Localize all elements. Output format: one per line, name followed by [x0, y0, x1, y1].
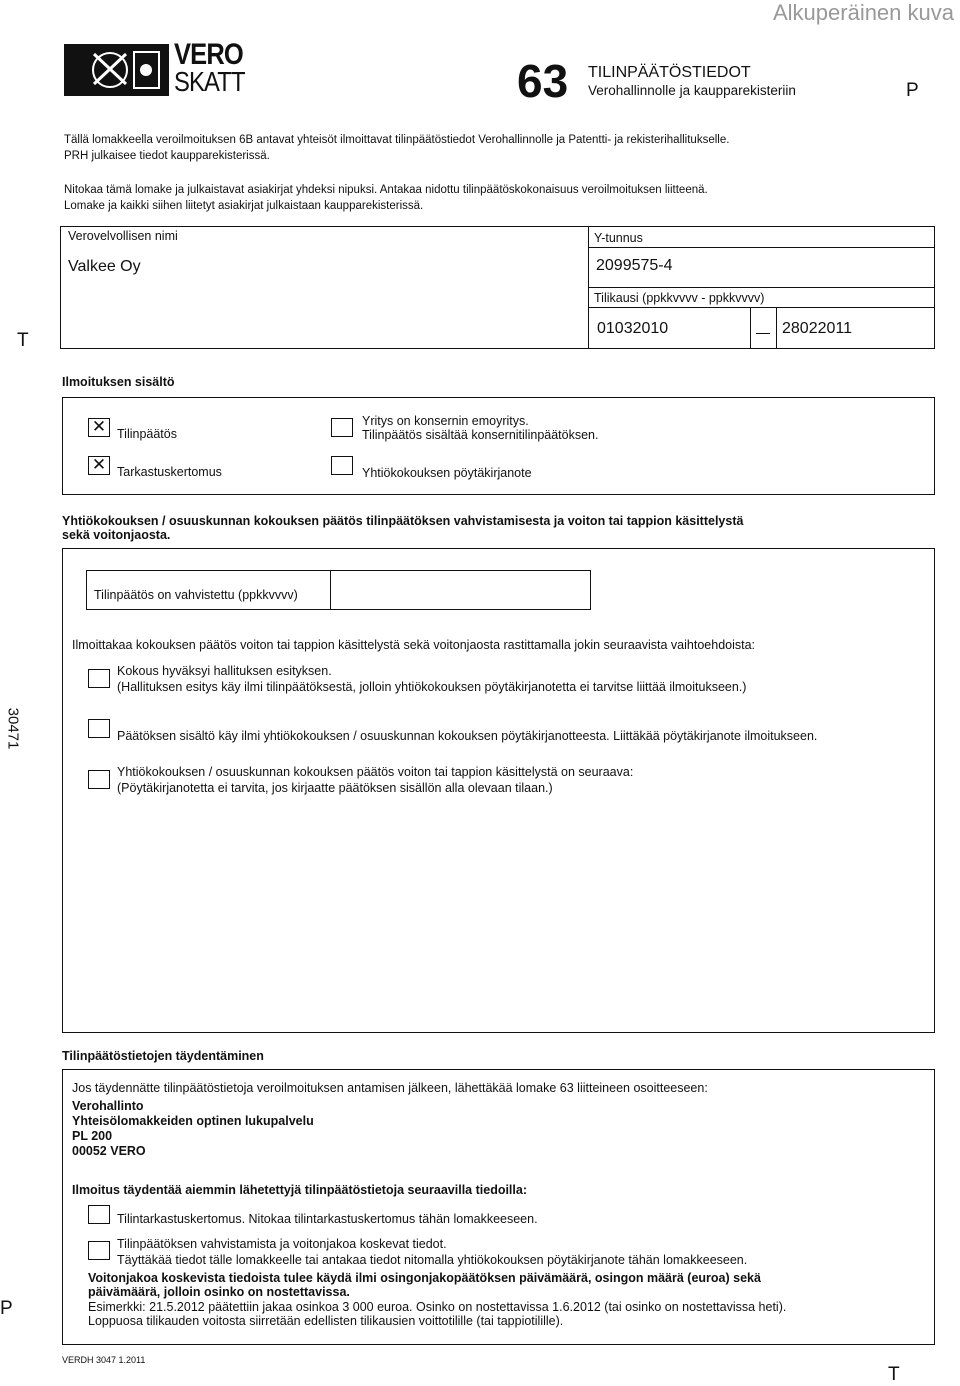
poytakirjanote-label: Yhtiökokouksen pöytäkirjanote — [362, 466, 532, 480]
period-end-field[interactable]: 28022011 — [782, 320, 852, 337]
contents-frame — [62, 397, 935, 495]
decision-freeform-area[interactable] — [70, 805, 925, 1025]
decision-heading-2: sekä voitonjaosta. — [62, 528, 171, 542]
intro-line-2: PRH julkaisee tiedot kaupparekisterissä. — [64, 150, 270, 162]
tilinpaatos-label: Tilinpäätös — [117, 427, 177, 441]
supplement-opt1-checkbox[interactable] — [88, 1205, 110, 1224]
decision-instruction: Ilmoittakaa kokouksen päätös voiton tai tappion käsittelystä sekä voitonjaosta rastittamalla jokin seuraavista vaihtoehdoista: — [72, 638, 756, 652]
supplement-opt2-checkbox[interactable] — [88, 1241, 110, 1260]
period-label: Tilikausi (ppkkvvvv - ppkkvvvv) — [594, 291, 765, 305]
logo-skatt-text: SKATT — [174, 66, 245, 97]
poytakirjanote-checkbox[interactable] — [331, 456, 353, 475]
form-number: 63 — [517, 55, 569, 107]
form-subtitle: Verohallinnolle ja kaupparekisteriin — [588, 83, 796, 98]
taxpayer-name-field[interactable]: Valkee Oy — [68, 258, 141, 275]
side-letter-p: P — [0, 1298, 13, 1319]
footer-code: VERDH 3047 1.2011 — [62, 1355, 146, 1365]
side-code: 30471 — [4, 707, 22, 750]
contents-heading: Ilmoituksen sisältö — [62, 375, 175, 389]
tilinpaatos-checkbox[interactable] — [88, 418, 110, 437]
emoyritys-label-2: Tilinpäätös sisältää konsernitilinpäätöksen. — [362, 428, 599, 442]
address-line-2: Yhteisölomakkeiden optinen lukupalvelu — [72, 1114, 314, 1128]
example-line-2: Loppuosa tilikauden voitosta siirretään edellisten tilikausien voittotilille (tai tappiotilille). — [88, 1314, 564, 1328]
form-title: TILINPÄÄTÖSTIEDOT — [588, 64, 751, 81]
decision-opt1-checkbox[interactable] — [88, 669, 110, 688]
decision-opt1-line2: (Hallituksen esitys käy ilmi tilinpäätöksestä, jolloin yhtiökokouksen pöytäkirjanotetta ei tarvitse liittää ilmoitukseen.) — [117, 680, 747, 694]
address-line-3: PL 200 — [72, 1129, 113, 1143]
dividend-line-1: Voitonjakoa koskevista tiedoista tulee käydä ilmi osingonjakopäätöksen päivämäärä, osingon määrä (euroa) sekä — [88, 1271, 761, 1285]
period-start-field[interactable]: 01032010 — [597, 320, 669, 337]
decision-opt2-label: Päätöksen sisältö käy ilmi yhtiökokouksen / osuuskunnan kokouksen pöytäkirjanotteesta. Liittäkää pöytäkirjanote ilmoitukseen. — [117, 729, 818, 743]
tarkastuskertomus-checkbox[interactable] — [88, 456, 110, 475]
address-line-4: 00052 VERO — [72, 1144, 146, 1158]
address-line-1: Verohallinto — [72, 1099, 144, 1113]
intro-line-3: Nitokaa tämä lomake ja julkaistavat asiakirjat yhdeksi nipuksi. Antakaa nidottu tilinpäätöskokonaisuus veroilmoituksen liitteenä. — [64, 184, 708, 196]
emoyritys-checkbox[interactable] — [331, 418, 353, 437]
confirmed-date-label: Tilinpäätös on vahvistettu (ppkkvvvv) — [94, 588, 298, 602]
confirmed-date-field[interactable] — [332, 572, 588, 608]
tarkastuskertomus-label: Tarkastuskertomus — [117, 465, 222, 479]
supplement-opt2-line2: Täyttäkää tiedot tälle lomakkeelle tai antakaa tiedot nitomalla yhtiökokouksen pöytäkirjanote tähän lomakkeeseen. — [117, 1253, 748, 1267]
ytunnus-label: Y-tunnus — [594, 231, 643, 245]
supplement-opt2-line1: Tilinpäätöksen vahvistamista ja voitonjakoa koskevat tiedot. — [117, 1237, 447, 1251]
logo-vero-text: VERO — [174, 38, 243, 71]
dividend-line-2: päivämäärä, jolloin osinko on nostettavissa. — [88, 1285, 350, 1299]
taxpayer-name-label: Verovelvollisen nimi — [68, 229, 178, 243]
ytunnus-field[interactable]: 2099575-4 — [596, 257, 673, 274]
decision-opt1-line1: Kokous hyväksyi hallituksen esityksen. — [117, 664, 332, 678]
decision-opt3-line1: Yhtiökokouksen / osuuskunnan kokouksen päätös voiton tai tappion käsittelystä on seuraava: — [117, 765, 634, 779]
decision-heading-1: Yhtiökokouksen / osuuskunnan kokouksen päätös tilinpäätöksen vahvistamisesta ja voiton tai tappion käsittelystä — [62, 514, 744, 528]
supplement-notice: Ilmoitus täydentää aiemmin lähetettyjä tilinpäätöstietoja seuraavilla tiedoilla: — [72, 1183, 527, 1197]
corner-letter-top: P — [906, 80, 919, 101]
vero-logo — [64, 38, 254, 97]
example-line-1: Esimerkki: 21.5.2012 päätettiin jakaa osinkoa 3 000 euroa. Osinko on nostettavissa 1.6.2012 (tai osinko on nostettavissa heti). — [88, 1300, 787, 1314]
corner-letter-bottom: T — [888, 1364, 900, 1385]
crest-icon — [64, 44, 169, 96]
emoyritys-label-1: Yritys on konsernin emoyritys. — [362, 414, 529, 428]
intro-line-1: Tällä lomakkeella veroilmoituksen 6B antavat yhteisöt ilmoittavat tilinpäätöstiedot Verohallinnolle ja Patentti- ja rekisterihallitukselle. — [64, 134, 730, 146]
decision-opt2-checkbox[interactable] — [88, 719, 110, 738]
side-letter-t: T — [17, 330, 29, 351]
decision-opt3-checkbox[interactable] — [88, 770, 110, 789]
supplement-intro: Jos täydennätte tilinpäätöstietoja veroilmoituksen antamisen jälkeen, lähettäkää lomake 63 liitteineen osoitteeseen: — [72, 1081, 708, 1095]
supplement-opt1-label: Tilintarkastuskertomus. Nitokaa tilintarkastuskertomus tähän lomakkeeseen. — [117, 1212, 538, 1226]
watermark: Alkuperäinen kuva — [772, 0, 954, 25]
supplement-heading: Tilinpäätöstietojen täydentäminen — [62, 1049, 264, 1063]
decision-opt3-line2: (Pöytäkirjanotetta ei tarvita, jos kirjaatte päätöksen sisällön alla olevaan tilaan.) — [117, 781, 553, 795]
intro-line-4: Lomake ja kaikki siihen liitetyt asiakirjat julkaistaan kaupparekisterissä. — [64, 200, 424, 212]
